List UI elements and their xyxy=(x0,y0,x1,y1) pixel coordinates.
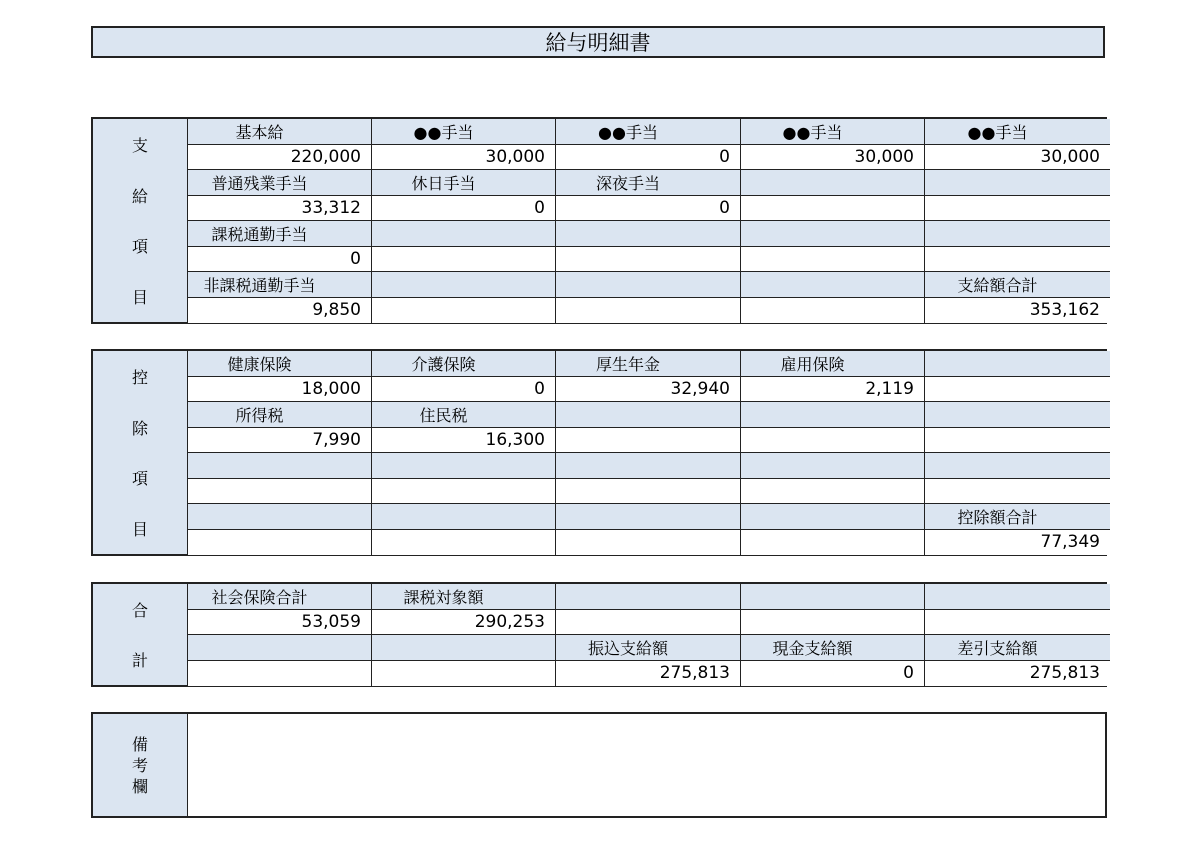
deduction-section xyxy=(91,349,1107,556)
deductions-item-value[interactable]: 2,119 xyxy=(741,377,925,403)
deductions-item-value[interactable] xyxy=(925,428,1110,454)
totals-item-value[interactable] xyxy=(556,610,741,636)
payments-item-label: 深夜手当 xyxy=(556,170,741,196)
payments-item-label xyxy=(925,170,1110,196)
totals-section-label xyxy=(93,584,188,685)
deductions-item-value[interactable] xyxy=(556,530,741,556)
deduction-label-char: 目 xyxy=(131,520,148,540)
payments-item-label: 基本給 xyxy=(188,119,372,145)
remarks-label-char: 欄 xyxy=(131,776,148,796)
payments-item-label: ●●手当 xyxy=(741,119,925,145)
deductions-item-label xyxy=(925,402,1110,428)
payments-item-label xyxy=(741,221,925,247)
totals-item-label: 差引支給額 xyxy=(925,635,1110,661)
deduction-label-char: 除 xyxy=(131,418,148,438)
deductions-item-label xyxy=(372,504,556,530)
deductions-item-label: 所得税 xyxy=(188,402,372,428)
payments-item-value[interactable] xyxy=(556,247,741,273)
deductions-item-value[interactable]: 18,000 xyxy=(188,377,372,403)
deductions-item-label: 健康保険 xyxy=(188,351,372,377)
totals-item-label: 社会保険合計 xyxy=(188,584,372,610)
deductions-item-label xyxy=(556,402,741,428)
deductions-item-value[interactable] xyxy=(556,479,741,505)
payments-item-label: 普通残業手当 xyxy=(188,170,372,196)
payments-item-value[interactable] xyxy=(925,247,1110,273)
payments-item-label xyxy=(556,272,741,298)
payments-item-value[interactable]: 30,000 xyxy=(372,145,556,171)
payments-item-value[interactable] xyxy=(741,298,925,324)
totals-item-value[interactable] xyxy=(741,610,925,636)
payments-item-label xyxy=(741,272,925,298)
totals-item-label xyxy=(372,635,556,661)
payments-item-value[interactable] xyxy=(741,196,925,222)
payments-item-value[interactable] xyxy=(372,298,556,324)
totals-item-value[interactable]: 0 xyxy=(741,661,925,687)
payments-item-value[interactable]: 30,000 xyxy=(741,145,925,171)
payments-item-value[interactable]: 0 xyxy=(372,196,556,222)
payments-item-value[interactable]: 0 xyxy=(556,145,741,171)
deductions-item-label xyxy=(556,453,741,479)
payments-item-label: 休日手当 xyxy=(372,170,556,196)
remarks-section-label xyxy=(93,714,188,816)
payments-item-value[interactable] xyxy=(372,247,556,273)
payments-item-value[interactable] xyxy=(741,247,925,273)
deductions-item-label xyxy=(925,453,1110,479)
totals-item-value[interactable]: 275,813 xyxy=(556,661,741,687)
deductions-item-label xyxy=(925,351,1110,377)
deductions-item-value[interactable] xyxy=(741,530,925,556)
deductions-item-value[interactable]: 0 xyxy=(372,377,556,403)
payment-label-char: 目 xyxy=(131,288,148,308)
totals-item-label xyxy=(556,584,741,610)
deductions-item-label xyxy=(556,504,741,530)
totals-item-label xyxy=(925,584,1110,610)
page-title: 給与明細書 xyxy=(91,26,1105,58)
deductions-item-label xyxy=(741,402,925,428)
payment-grid xyxy=(188,119,1110,322)
payment-label-char: 給 xyxy=(131,186,148,206)
deductions-item-label: 控除額合計 xyxy=(925,504,1110,530)
payment-label-char: 支 xyxy=(131,135,148,155)
payment-label-char: 項 xyxy=(131,237,148,257)
payments-item-label: 非課税通勤手当 xyxy=(188,272,372,298)
remarks-label-char: 考 xyxy=(131,755,148,775)
payments-item-value[interactable] xyxy=(556,298,741,324)
payments-item-label xyxy=(925,221,1110,247)
totals-item-label: 振込支給額 xyxy=(556,635,741,661)
payments-item-label: ●●手当 xyxy=(556,119,741,145)
deductions-item-value[interactable] xyxy=(741,479,925,505)
deductions-item-label xyxy=(188,504,372,530)
deductions-item-value[interactable]: 77,349 xyxy=(925,530,1110,556)
payment-section-label xyxy=(93,119,188,322)
deductions-item-label: 住民税 xyxy=(372,402,556,428)
deductions-item-value[interactable]: 32,940 xyxy=(556,377,741,403)
deductions-item-label: 雇用保険 xyxy=(741,351,925,377)
deductions-item-label xyxy=(741,504,925,530)
payments-item-value[interactable]: 9,850 xyxy=(188,298,372,324)
deductions-item-value[interactable] xyxy=(925,479,1110,505)
deductions-item-label: 厚生年金 xyxy=(556,351,741,377)
totals-item-label xyxy=(741,584,925,610)
totals-item-label xyxy=(188,635,372,661)
payments-item-value[interactable]: 33,312 xyxy=(188,196,372,222)
payments-item-label xyxy=(741,170,925,196)
remarks-field[interactable] xyxy=(188,714,1105,816)
totals-item-label: 課税対象額 xyxy=(372,584,556,610)
deductions-item-label: 介護保険 xyxy=(372,351,556,377)
payment-section xyxy=(91,117,1107,324)
totals-item-label: 現金支給額 xyxy=(741,635,925,661)
deductions-item-value[interactable] xyxy=(188,479,372,505)
deductions-item-value[interactable]: 16,300 xyxy=(372,428,556,454)
totals-item-value[interactable]: 53,059 xyxy=(188,610,372,636)
deductions-item-label xyxy=(188,453,372,479)
deduction-grid xyxy=(188,351,1110,554)
deductions-item-value[interactable] xyxy=(925,377,1110,403)
deductions-item-value[interactable] xyxy=(188,530,372,556)
deductions-item-label xyxy=(741,453,925,479)
totals-grid xyxy=(188,584,1110,685)
deductions-item-value[interactable] xyxy=(741,428,925,454)
payments-item-value[interactable]: 220,000 xyxy=(188,145,372,171)
totals-item-value[interactable] xyxy=(188,661,372,687)
deductions-item-value[interactable] xyxy=(556,428,741,454)
totals-item-value[interactable]: 290,253 xyxy=(372,610,556,636)
payments-item-label: 課税通勤手当 xyxy=(188,221,372,247)
totals-section xyxy=(91,582,1107,687)
payments-item-value[interactable]: 0 xyxy=(556,196,741,222)
payments-item-label xyxy=(556,221,741,247)
totals-item-value[interactable]: 275,813 xyxy=(925,661,1110,687)
payments-item-value[interactable]: 30,000 xyxy=(925,145,1110,171)
payments-item-value[interactable] xyxy=(925,196,1110,222)
remarks-label-char: 備 xyxy=(131,734,148,754)
deductions-item-label xyxy=(372,453,556,479)
payments-item-label xyxy=(372,272,556,298)
payments-item-value[interactable]: 0 xyxy=(188,247,372,273)
payments-item-value[interactable]: 353,162 xyxy=(925,298,1110,324)
deduction-section-label xyxy=(93,351,188,554)
payments-item-label: 支給額合計 xyxy=(925,272,1110,298)
deductions-item-value[interactable] xyxy=(372,530,556,556)
deductions-item-value[interactable] xyxy=(372,479,556,505)
deduction-label-char: 項 xyxy=(131,469,148,489)
totals-label-char: 計 xyxy=(131,651,148,671)
totals-item-value[interactable] xyxy=(372,661,556,687)
deductions-item-value[interactable]: 7,990 xyxy=(188,428,372,454)
payments-item-label: ●●手当 xyxy=(372,119,556,145)
totals-label-char: 合 xyxy=(131,600,148,620)
payments-item-label xyxy=(372,221,556,247)
deduction-label-char: 控 xyxy=(131,367,148,387)
totals-item-value[interactable] xyxy=(925,610,1110,636)
payments-item-label: ●●手当 xyxy=(925,119,1110,145)
remarks-section xyxy=(91,712,1107,818)
